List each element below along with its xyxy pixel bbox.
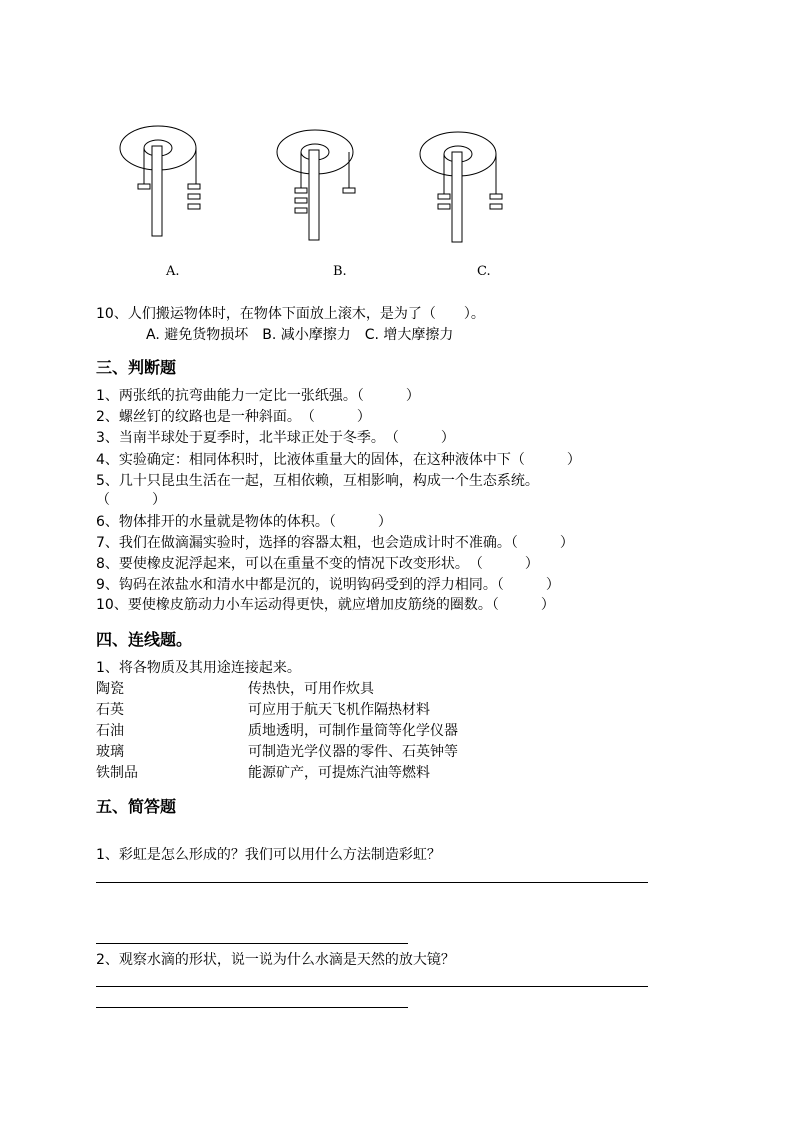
short-question-2: 2、观察水滴的形状，说一说为什么水滴是天然的放大镜？ (96, 952, 455, 968)
figure-option-a: A. (166, 264, 180, 279)
match-right-item: 质地透明，可制作量筒等化学仪器 (248, 723, 458, 739)
judge-item: 8、要使橡皮泥浮起来，可以在重量不变的情况下改变形状。 （ ） (96, 556, 539, 572)
judge-item: 3、当南半球处于夏季时，北半球正处于冬季。 （ ） (96, 430, 455, 446)
section-short-title: 五、简答题 (96, 797, 177, 816)
judge-item: 4、实验确定：相同体积时，比液体重量大的固体，在这种液体中下（ ） (96, 452, 581, 468)
match-instruction: 1、将各物质及其用途连接起来。 (96, 660, 301, 676)
match-left-item: 石英 (96, 702, 124, 718)
wheel-axle-figure-c (418, 130, 518, 245)
short-question-1: 1、彩虹是怎么形成的？我们可以用什么方法制造彩虹？ (96, 847, 441, 863)
answer-line[interactable] (96, 986, 648, 987)
judge-item: 5、几十只昆虫生活在一起，互相依赖，互相影响，构成一个生态系统。 (96, 473, 539, 489)
wheel-axle-figure-a (118, 120, 218, 240)
match-right-item: 传热快，可用作炊具 (248, 681, 374, 697)
match-right-item: 可应用于航天飞机作隔热材料 (248, 702, 430, 718)
answer-line[interactable] (96, 943, 408, 944)
judge-item: （ ） (96, 492, 166, 508)
match-left-item: 玻璃 (96, 744, 124, 760)
wheel-axle-figure-b (275, 128, 375, 243)
question-10: 10、人们搬运物体时，在物体下面放上滚木，是为了（ ）。 (96, 306, 485, 322)
judge-item: 2、螺丝钉的纹路也是一种斜面。 （ ） (96, 409, 371, 425)
match-right-item: 能源矿产，可提炼汽油等燃料 (248, 765, 430, 781)
judge-item: 9、钩码在浓盐水和清水中都是沉的，说明钩码受到的浮力相同。（ ） (96, 577, 560, 593)
section-judge-title: 三、判断题 (96, 358, 177, 377)
question-10-options: A. 避免货物损坏 B. 减小摩擦力 C. 增大摩擦力 (146, 327, 454, 343)
figure-option-b: B. (333, 264, 347, 279)
match-left-item: 石油 (96, 723, 124, 739)
answer-line[interactable] (96, 1007, 408, 1008)
judge-item: 7、我们在做滴漏实验时，选择的容器太粗，也会造成计时不准确。（ ） (96, 535, 574, 551)
judge-item: 6、物体排开的水量就是物体的体积。（ ） (96, 514, 392, 530)
judge-item: 1、两张纸的抗弯曲能力一定比一张纸强。（ ） (96, 388, 420, 404)
match-right-item: 可制造光学仪器的零件、石英钟等 (248, 744, 458, 760)
judge-item: 10、要使橡皮筋动力小车运动得更快，就应增加皮筋绕的圈数。（ ） (96, 597, 555, 613)
match-left-item: 陶瓷 (96, 681, 124, 697)
section-match-title: 四、连线题。 (96, 630, 193, 649)
answer-line[interactable] (96, 882, 648, 883)
figure-option-c: C. (477, 264, 491, 279)
match-left-item: 铁制品 (96, 765, 138, 781)
